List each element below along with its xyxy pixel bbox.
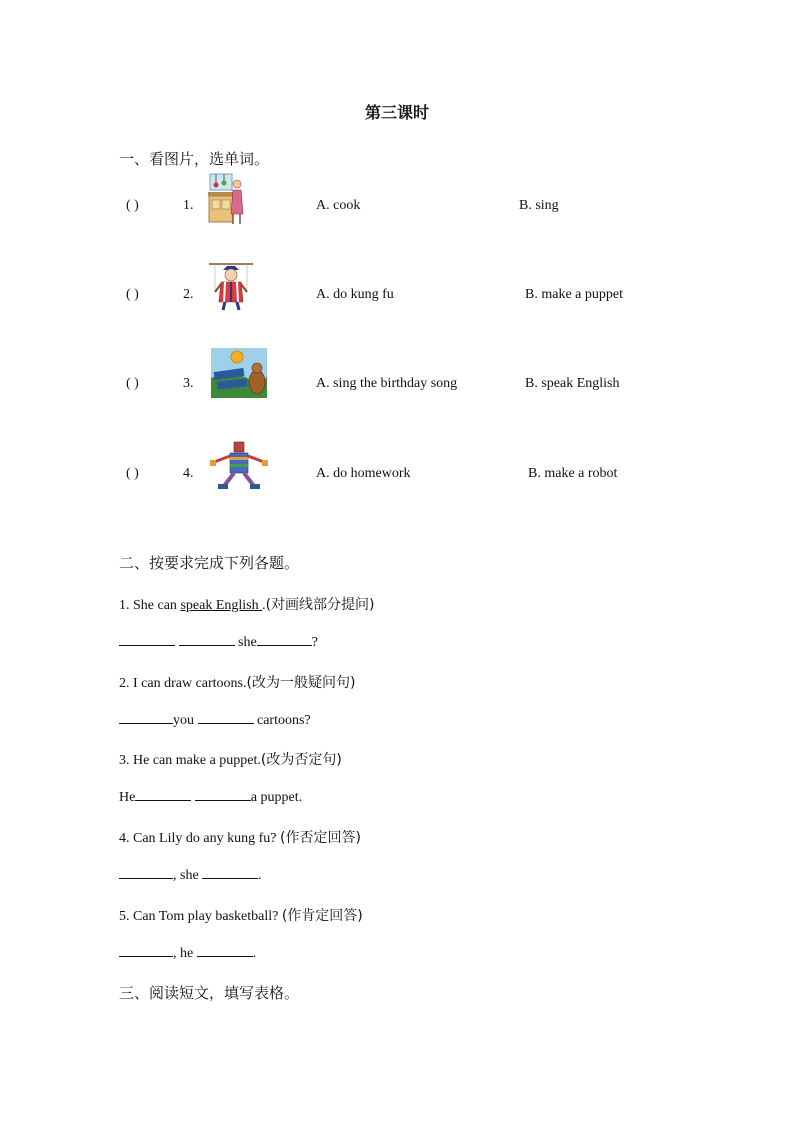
answer-blank[interactable] <box>195 788 251 801</box>
question-number-1: 1. <box>183 198 194 213</box>
question-number-2: 2. <box>183 287 194 302</box>
exercise-1-suffix: . <box>262 598 266 613</box>
answer-paren-3[interactable]: ( ) <box>126 376 139 391</box>
exercise-5-instruction: (作肯定回答) <box>281 908 363 924</box>
answer-4-end: . <box>258 868 262 883</box>
option-a-1: A. cook <box>316 198 361 213</box>
robot-picture <box>208 440 270 492</box>
option-a-4: A. do homework <box>316 466 411 481</box>
option-b-3: B. speak English <box>525 376 620 391</box>
answer-blank[interactable] <box>119 711 173 724</box>
cooking-picture <box>204 170 246 226</box>
option-a-2: A. do kung fu <box>316 287 394 302</box>
exercise-2-instruction: (改为一般疑问句) <box>246 675 356 691</box>
answer-5-word: , he <box>173 946 194 961</box>
exercise-1-prefix: 1. She can <box>119 598 181 613</box>
section-3-heading: 三、阅读短文，填写表格。 <box>119 984 300 1002</box>
exercise-1 <box>119 594 375 614</box>
exercise-1-instruction: (对画线部分提问) <box>265 597 375 613</box>
exercise-4-prefix: 4. Can Lily do any kung fu? <box>119 831 280 846</box>
good-morning-picture <box>211 348 267 398</box>
answer-line-1 <box>119 633 318 651</box>
answer-line-5 <box>119 944 256 962</box>
answer-5-end: . <box>252 946 257 961</box>
question-number-3: 3. <box>183 376 194 391</box>
exercise-2 <box>119 672 355 692</box>
exercise-4 <box>119 827 361 847</box>
exercise-3-instruction: (改为否定句) <box>260 752 342 768</box>
answer-blank[interactable] <box>179 633 235 646</box>
answer-2-word: you <box>173 713 194 728</box>
answer-line-2 <box>119 711 311 729</box>
answer-1-end: ? <box>311 635 318 650</box>
answer-paren-1[interactable]: ( ) <box>126 198 139 213</box>
answer-2-word-2: cartoons? <box>257 713 311 728</box>
section-2-heading: 二、按要求完成下列各题。 <box>119 554 300 572</box>
answer-blank[interactable] <box>119 866 173 879</box>
exercise-3-prefix: 3. He can make a puppet. <box>119 753 261 768</box>
option-b-1: B. sing <box>519 198 559 213</box>
exercise-5-prefix: 5. Can Tom play basketball? <box>119 909 282 924</box>
option-b-2: B. make a puppet <box>525 287 623 302</box>
answer-blank[interactable] <box>135 788 191 801</box>
exercise-1-underlined: speak English <box>180 598 263 613</box>
answer-3-start: He <box>119 790 136 805</box>
answer-paren-2[interactable]: ( ) <box>126 287 139 302</box>
answer-paren-4[interactable]: ( ) <box>126 466 139 481</box>
answer-1-word: she <box>238 635 257 650</box>
puppet-picture <box>205 262 257 312</box>
answer-blank[interactable] <box>197 944 253 957</box>
section-1-heading: 一、看图片，选单词。 <box>119 150 270 168</box>
exercise-4-instruction: (作否定回答) <box>279 830 361 846</box>
answer-blank[interactable] <box>257 633 312 646</box>
exercise-5 <box>119 905 363 925</box>
option-b-4: B. make a robot <box>528 466 618 481</box>
question-number-4: 4. <box>183 466 194 481</box>
answer-3-end: a puppet. <box>250 790 303 805</box>
option-a-3: A. sing the birthday song <box>316 376 458 391</box>
answer-blank[interactable] <box>198 711 254 724</box>
answer-line-4 <box>119 866 262 884</box>
page-title: 第三课时 <box>364 103 429 122</box>
answer-blank[interactable] <box>119 633 175 646</box>
answer-blank[interactable] <box>119 944 173 957</box>
exercise-2-prefix: 2. I can draw cartoons. <box>119 676 247 691</box>
answer-blank[interactable] <box>202 866 258 879</box>
exercise-3 <box>119 749 342 769</box>
answer-4-word: , she <box>173 868 199 883</box>
answer-line-3 <box>119 788 302 806</box>
